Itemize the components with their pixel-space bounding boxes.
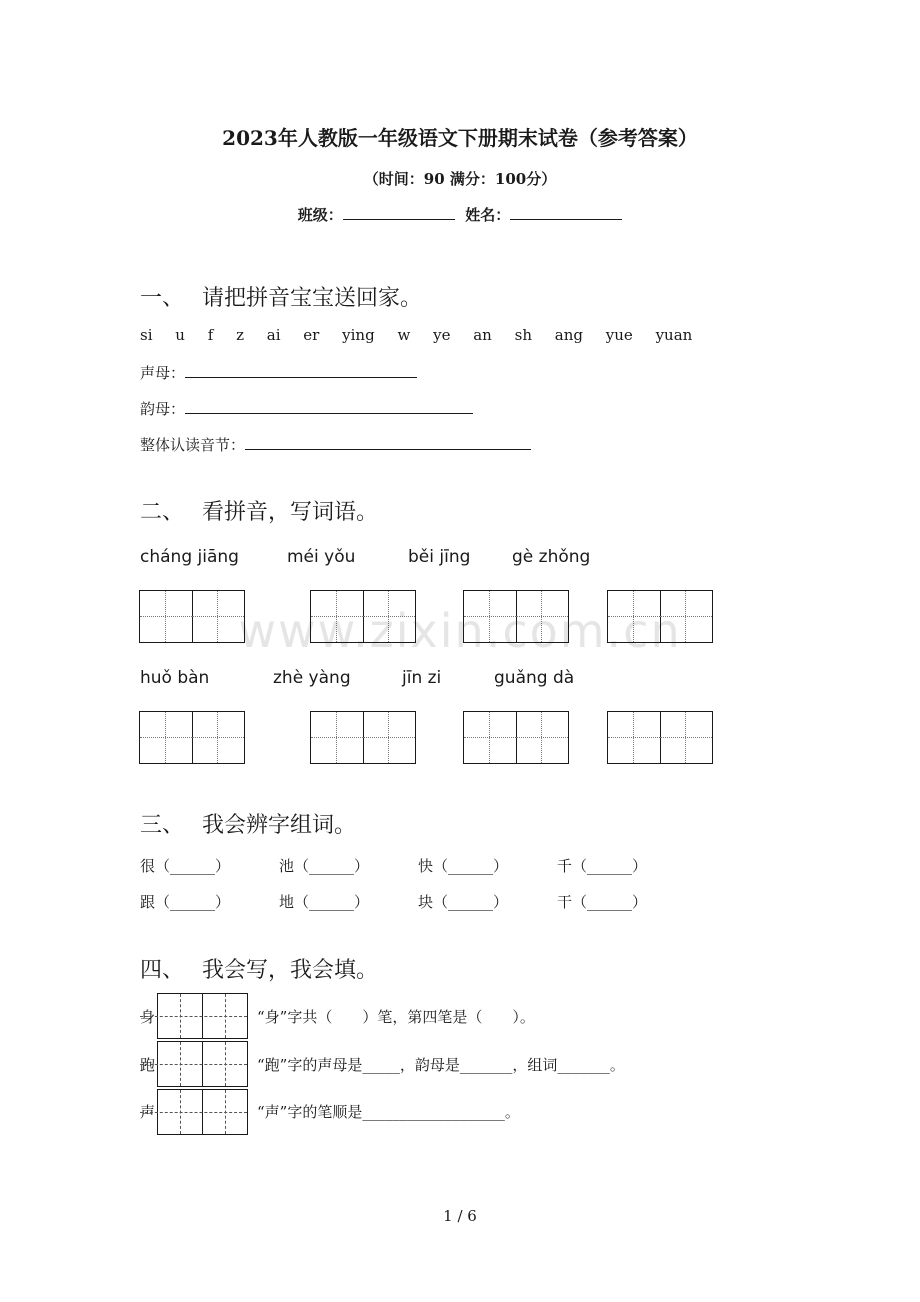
shengmu-row: [140, 362, 417, 383]
section-4-title: 我会写，我会填。: [202, 958, 379, 983]
syllable: u: [175, 326, 185, 344]
yunmu-blank[interactable]: [185, 399, 473, 414]
tianzige-box[interactable]: [139, 590, 245, 643]
shengmu-label: 声母：: [140, 364, 186, 382]
tianzige-box[interactable]: [463, 590, 569, 643]
q4-char: 身: [140, 1008, 156, 1026]
writing-grid[interactable]: [157, 1089, 248, 1135]
class-blank[interactable]: [343, 205, 455, 220]
pinyin-word: zhè yàng: [273, 668, 351, 688]
exam-meta: （时间：90 满分：100分）: [363, 170, 557, 188]
page-title: 2023年人教版一年级语文下册期末试卷（参考答案）: [222, 126, 698, 150]
word-item[interactable]: 池（______）: [279, 857, 370, 875]
word-item[interactable]: 块（______）: [418, 893, 509, 911]
word-item[interactable]: 跟（______）: [140, 893, 231, 911]
section-1-number: 一、: [140, 286, 185, 311]
section-4-number: 四、: [140, 958, 185, 983]
syllable: w: [397, 326, 411, 344]
syllable: ying: [342, 326, 375, 344]
section-2-number: 二、: [140, 500, 185, 525]
q4-question: “跑”字的声母是_____，韵母是_______，组词_______。: [257, 1056, 625, 1074]
name-label: 姓名：: [465, 206, 511, 224]
zhengti-blank[interactable]: [245, 435, 531, 450]
pinyin-word: méi yǒu: [287, 547, 356, 567]
q4-char: 跑: [140, 1056, 156, 1074]
zhengti-row: [140, 434, 531, 455]
tianzige-box[interactable]: [607, 711, 713, 764]
pinyin-word: jīn zi: [402, 668, 442, 688]
section-4-heading: [140, 953, 378, 984]
syllable: yuan: [655, 326, 693, 344]
pinyin-word: guǎng dà: [494, 668, 575, 688]
word-item[interactable]: 地（______）: [279, 893, 370, 911]
tianzige-box[interactable]: [310, 711, 416, 764]
word-item[interactable]: 千（______）: [557, 857, 648, 875]
shengmu-blank[interactable]: [185, 363, 417, 378]
syllable: ang: [554, 326, 583, 344]
syllable: z: [236, 326, 244, 344]
section-2-heading: [140, 495, 378, 526]
q4-question: “声”字的笔顺是___________________。: [257, 1103, 520, 1121]
pinyin-word: cháng jiāng: [140, 547, 239, 567]
class-label: 班级：: [297, 206, 343, 224]
pinyin-word: huǒ bàn: [140, 668, 210, 688]
word-item[interactable]: 很（______）: [140, 857, 231, 875]
yunmu-label: 韵母：: [140, 400, 186, 418]
syllable: ye: [433, 326, 451, 344]
tianzige-box[interactable]: [607, 590, 713, 643]
word-item[interactable]: 干（______）: [557, 893, 648, 911]
section-3-number: 三、: [140, 813, 185, 838]
name-blank[interactable]: [510, 205, 622, 220]
syllable: si: [140, 326, 153, 344]
pinyin-word: běi jīng: [408, 547, 471, 567]
section-1-heading: [140, 281, 422, 312]
writing-grid[interactable]: [157, 993, 248, 1039]
section-2-title: 看拼音，写词语。: [202, 500, 379, 525]
student-info-row: [0, 204, 920, 225]
syllable: er: [303, 326, 320, 344]
syllable-list: [140, 326, 710, 344]
section-1-title: 请把拼音宝宝送回家。: [202, 286, 423, 311]
word-item[interactable]: 快（______）: [418, 857, 509, 875]
page-number: 1 / 6: [443, 1207, 477, 1225]
syllable: an: [473, 326, 492, 344]
q4-question: “身”字共（ ）笔，第四笔是（ ）。: [257, 1008, 535, 1026]
watermark: www.zixin.com.cn: [238, 604, 682, 658]
section-3-heading: [140, 808, 356, 839]
syllable: yue: [605, 326, 633, 344]
tianzige-box[interactable]: [463, 711, 569, 764]
syllable: f: [207, 326, 214, 344]
q4-char: 声: [140, 1103, 156, 1121]
section-3-title: 我会辨字组词。: [202, 813, 357, 838]
zhengti-label: 整体认读音节：: [140, 436, 246, 454]
tianzige-box[interactable]: [139, 711, 245, 764]
syllable: ai: [266, 326, 281, 344]
tianzige-box[interactable]: [310, 590, 416, 643]
writing-grid[interactable]: [157, 1041, 248, 1087]
yunmu-row: [140, 398, 473, 419]
syllable: sh: [514, 326, 532, 344]
pinyin-word: gè zhǒng: [512, 547, 591, 567]
